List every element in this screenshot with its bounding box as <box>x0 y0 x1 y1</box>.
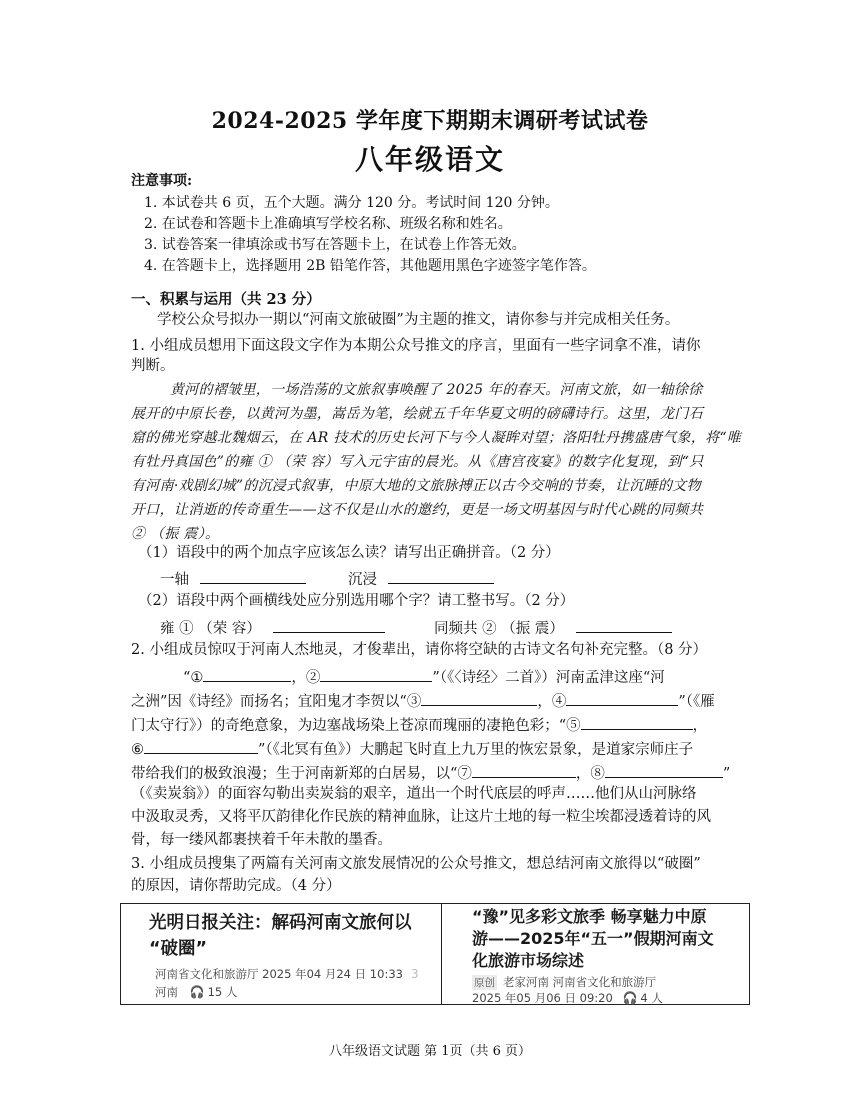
q1-sub2-item-a <box>160 618 385 637</box>
article-title: “豫”见多彩文旅季 畅享魅力中原 游——2025年“五一”假期河南文 化旅游市场综述 <box>472 907 714 970</box>
answer-blank[interactable] <box>388 569 494 584</box>
note-item: 4. 在答题卡上，选择题用 2B 铅笔作答，其他题用黑色字迹签字笔作答。 <box>144 258 596 274</box>
passage-line: 窟的佛光穿越北魏烟云，在 AR 技术的历史长河下与今人凝眸对望；洛阳牡丹携盛唐气象，将“唯 <box>131 430 742 446</box>
passage-line: 开口，让消逝的传奇重生——这不仅是山水的邀约，更是一场文明基因与时代心跳的同频共 <box>131 502 703 518</box>
q2-line: 之洲”因《诗经》而扬名；宜阳鬼才李贺以“③ ，④ ”（《雁 <box>131 691 715 710</box>
answer-blank[interactable] <box>566 691 678 706</box>
answer-blank[interactable] <box>576 618 672 633</box>
article-card[interactable] <box>442 904 749 1004</box>
passage-line: 有河南·戏剧幻城”的沉浸式叙事，中原大地的文旅脉搏正以古今交响的节奏，让沉睡的文物 <box>131 478 701 494</box>
section-heading: 一、积累与运用（共 23 分） <box>131 291 321 308</box>
exam-title: 2024-2025 学年度下期期末调研考试试卷 <box>211 108 649 134</box>
q3-prompt: 3. 小组成员搜集了两篇有关河南文旅发展情况的公众号推文，想总结河南文旅得以“破圈” <box>131 856 701 872</box>
q1-sub1: （1）语段中的两个加点字应该怎么读？请写出正确拼音。（2 分） <box>138 545 560 561</box>
article-title: 光明日报关注：解码河南文旅何以 “破圈” <box>149 913 412 959</box>
passage-line: 展开的中原长卷，以黄河为墨，嵩岳为笔，绘就五千年华夏文明的磅礴诗行。这里，龙门石 <box>131 406 703 422</box>
q1-sub2: （2）语段中两个画横线处应分别选用哪个字？请工整书写。（2 分） <box>138 593 575 609</box>
notes-heading: 注意事项: <box>131 173 193 189</box>
passage-line: ② （振 震）。 <box>131 526 220 542</box>
article-meta-2: 2025 年05 月06 日 09:20 🎧 4 人 <box>472 991 663 1005</box>
word-label: 雍 ① （荣 容） <box>160 621 261 637</box>
original-badge: 原创 <box>474 977 495 989</box>
article-card[interactable] <box>121 904 442 1004</box>
exam-subject: 八年级语文 <box>354 143 505 176</box>
answer-blank[interactable] <box>203 667 291 682</box>
note-item: 2. 在试卷和答题卡上准确填写学校名称、班级名称和姓名。 <box>144 216 512 232</box>
answer-blank[interactable] <box>421 691 537 706</box>
article-meta-2: 河南 🎧 15 人 <box>155 985 238 999</box>
answer-blank[interactable] <box>144 739 258 754</box>
q2-prompt: 2. 小组成员惊叹于河南人杰地灵，才俊辈出，请你将空缺的古诗文名句补充完整。（8 分） <box>131 642 708 658</box>
section-intro: 学校公众号拟办一期以“河南文旅破圈”为主题的推文，请你参与并完成相关任务。 <box>157 312 680 328</box>
note-item: 1. 本试卷共 6 页，五个大题。满分 120 分。考试时间 120 分钟。 <box>144 195 559 211</box>
passage-line: 有牡丹真国色”的雍 ① （荣 容）写入元宇宙的晨光。从《唐宫夜宴》的数字化复现，到“只 <box>131 454 704 470</box>
q1-prompt-cont: 判断。 <box>131 358 175 374</box>
q2-line: 骨，每一缕风都裹挟着千年未散的墨香。 <box>131 832 392 848</box>
answer-blank[interactable] <box>581 715 693 730</box>
answer-blank[interactable] <box>273 618 385 633</box>
word-label: 一轴 <box>160 572 189 588</box>
q3-prompt-cont: 的原因，请你帮助完成。（4 分） <box>131 878 341 894</box>
word-label: 同频共 ② （振 震） <box>434 621 564 637</box>
headphones-icon: 🎧 <box>622 991 638 1005</box>
word-label: 沉浸 <box>348 572 377 588</box>
answer-blank[interactable] <box>605 763 723 778</box>
headphones-icon: 🎧 <box>189 985 205 999</box>
passage-line: 黄河的褶皱里，一场浩荡的文旅叙事唤醒了 2025 年的春天。河南文旅，如一轴徐徐 <box>170 382 703 398</box>
answer-blank[interactable] <box>320 667 432 682</box>
article-meta: 原创 老家河南 河南省文化和旅游厅 <box>474 975 657 989</box>
q1-sub2-item-b <box>434 618 672 637</box>
q2-line: （《卖炭翁》）的面容勾勒出卖炭翁的艰辛，道出一个时代底层的呼声……他们从山河脉络 <box>131 786 697 802</box>
q1-prompt: 1. 小组成员想用下面这段文字作为本期公众号推文的序言，里面有一些字词拿不准，请你 <box>131 338 701 354</box>
q2-line: ⑥ ”（《北冥有鱼》）大鹏起飞时直上九万里的恢宏景象，是道家宗师庄子 <box>131 739 693 758</box>
article-cards <box>120 903 750 1005</box>
q2-line: 带给我们的极致浪漫；生于河南新郑的白居易，以“⑦ ，⑧ ” <box>131 763 730 782</box>
q1-sub1-item-a <box>160 569 306 588</box>
q1-sub1-item-b <box>348 569 494 588</box>
note-item: 3. 试卷答案一律填涂或书写在答题卡上，在试卷上作答无效。 <box>144 237 526 253</box>
article-meta: 河南省文化和旅游厅 2025 年04 月24 日 10:33 3 <box>155 967 419 981</box>
answer-blank[interactable] <box>200 569 306 584</box>
q2-line: 门太守行》）的奇绝意象，为边塞战场染上苍凉而瑰丽的凄艳色彩；“⑤ ， <box>131 715 707 734</box>
answer-blank[interactable] <box>472 763 576 778</box>
page-footer: 八年级语文试题 第 1页（共 6 页） <box>328 1044 532 1059</box>
q2-line: 中汲取灵秀，又将平仄韵律化作民族的精神血脉，让这片土地的每一粒尘埃都浸透着诗的风 <box>131 809 711 825</box>
q2-line: “① ，② ”（《〈诗经〉二首》）河南孟津这座“河 <box>183 667 665 686</box>
